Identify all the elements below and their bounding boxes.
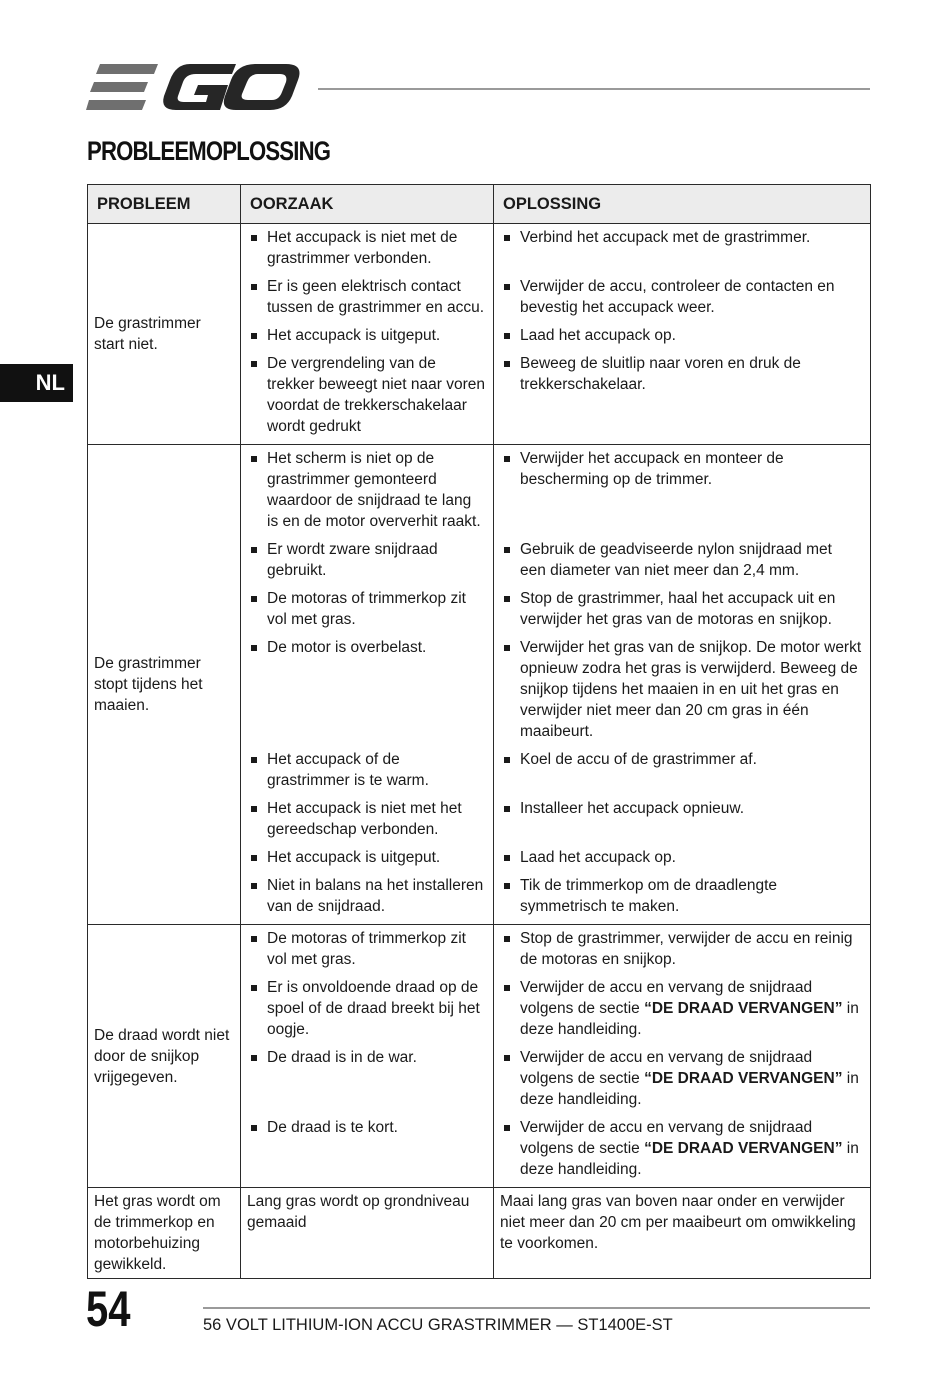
solution-item: Laad het accupack op. <box>502 325 862 346</box>
solution-item: Verwijder het gras van de snijkop. De motor werkt opnieuw zodra het gras is verwijderd. Beweeg de snijkop tijdens het maaien in en uit het gras en verwijder niet meer dan 20 cm gras in één maaibeurt. <box>502 637 862 742</box>
language-tab: NL <box>0 364 73 402</box>
problem-cell: De grastrimmer start niet. <box>88 224 241 445</box>
solution-cell <box>494 224 871 445</box>
cause-item: De draad is in de war. <box>249 1047 485 1110</box>
page-number: 54 <box>86 1281 131 1337</box>
section-reference: “DE DRAAD VERVANGEN” <box>644 1000 843 1017</box>
solution-item: Verwijder de accu en vervang de snijdraad volgens de sectie “DE DRAAD VERVANGEN” in deze handleiding. <box>502 1047 862 1110</box>
solution-item: Gebruik de geadviseerde nylon snijdraad met een diameter van niet meer dan 2,4 mm. <box>502 539 862 581</box>
cause-item: Niet in balans na het installeren van de snijdraad. <box>249 875 485 917</box>
solution-item: Verbind het accupack met de grastrimmer. <box>502 227 862 269</box>
cause-item: Het accupack is uitgeput. <box>249 847 485 868</box>
ego-logo <box>86 62 300 114</box>
cause-item: Het accupack is uitgeput. <box>249 325 485 346</box>
cause-item: Er is onvoldoende draad op de spoel of de draad breekt bij het oogje. <box>249 977 485 1040</box>
solution-item: Stop de grastrimmer, verwijder de accu en reinig de motoras en snijkop. <box>502 928 862 970</box>
table-row <box>88 1188 871 1279</box>
solution-item: Laad het accupack op. <box>502 847 862 868</box>
solution-item: Stop de grastrimmer, haal het accupack uit en verwijder het gras van de motoras en snijkop. <box>502 588 862 630</box>
solution-item: Verwijder de accu en vervang de snijdraad volgens de sectie “DE DRAAD VERVANGEN” in deze handleiding. <box>502 1117 862 1180</box>
solution-item: Verwijder de accu en vervang de snijdraad volgens de sectie “DE DRAAD VERVANGEN” in deze handleiding. <box>502 977 862 1040</box>
cause-cell <box>241 224 494 445</box>
solution-item: Beweeg de sluitlip naar voren en druk de trekkerschakelaar. <box>502 353 862 395</box>
solution-cell <box>494 925 871 1188</box>
table-row <box>88 925 871 1188</box>
table-header-row <box>88 185 871 224</box>
cause-cell: Lang gras wordt op grondniveau gemaaid <box>241 1188 494 1279</box>
column-header-problem: PROBLEEM <box>88 185 241 224</box>
solution-item: Installeer het accupack opnieuw. <box>502 798 862 840</box>
cause-item: Er wordt zware snijdraad gebruikt. <box>249 539 485 581</box>
troubleshooting-table <box>87 184 871 1279</box>
solution-cell: Maai lang gras van boven naar onder en verwijder niet meer dan 20 cm per maaibeurt om omwikkeling te voorkomen. <box>494 1188 871 1279</box>
footer-text: 56 VOLT LITHIUM-ION ACCU GRASTRIMMER — ST1400E-ST <box>203 1316 673 1334</box>
problem-cell: De grastrimmer stopt tijdens het maaien. <box>88 445 241 925</box>
footer-rule <box>203 1307 870 1309</box>
cause-item: Het scherm is niet op de grastrimmer gemonteerd waardoor de snijdraad te lang is en de motor oververhit raakt. <box>249 448 485 532</box>
table-row <box>88 445 871 925</box>
cause-item: Het accupack is niet met de grastrimmer verbonden. <box>249 227 485 269</box>
solution-item: Verwijder het accupack en monteer de bescherming op de trimmer. <box>502 448 862 532</box>
cause-item: De vergrendeling van de trekker beweegt niet naar voren voordat de trekkerschakelaar wordt gedrukt <box>249 353 485 437</box>
problem-cell: De draad wordt niet door de snijkop vrijgegeven. <box>88 925 241 1188</box>
cause-item: Er is geen elektrisch contact tussen de grastrimmer en accu. <box>249 276 485 318</box>
solution-cell <box>494 445 871 925</box>
cause-cell <box>241 925 494 1188</box>
cause-cell <box>241 445 494 925</box>
cause-item: De motoras of trimmerkop zit vol met gras. <box>249 928 485 970</box>
solution-item: Koel de accu of de grastrimmer af. <box>502 749 862 791</box>
table-row <box>88 224 871 445</box>
cause-item: Het accupack of de grastrimmer is te warm. <box>249 749 485 791</box>
section-reference: “DE DRAAD VERVANGEN” <box>644 1140 843 1157</box>
header-rule <box>318 88 870 90</box>
cause-item: Het accupack is niet met het gereedschap verbonden. <box>249 798 485 840</box>
column-header-cause: OORZAAK <box>241 185 494 224</box>
cause-item: De motor is overbelast. <box>249 637 485 742</box>
problem-cell: Het gras wordt om de trimmerkop en motorbehuizing gewikkeld. <box>88 1188 241 1279</box>
section-reference: “DE DRAAD VERVANGEN” <box>644 1070 843 1087</box>
cause-item: De motoras of trimmerkop zit vol met gras. <box>249 588 485 630</box>
cause-item: De draad is te kort. <box>249 1117 485 1138</box>
page-title: PROBLEEMOPLOSSING <box>87 136 331 166</box>
column-header-solution: OPLOSSING <box>494 185 871 224</box>
solution-item: Tik de trimmerkop om de draadlengte symmetrisch te maken. <box>502 875 862 917</box>
solution-item: Verwijder de accu, controleer de contacten en bevestig het accupack weer. <box>502 276 862 318</box>
